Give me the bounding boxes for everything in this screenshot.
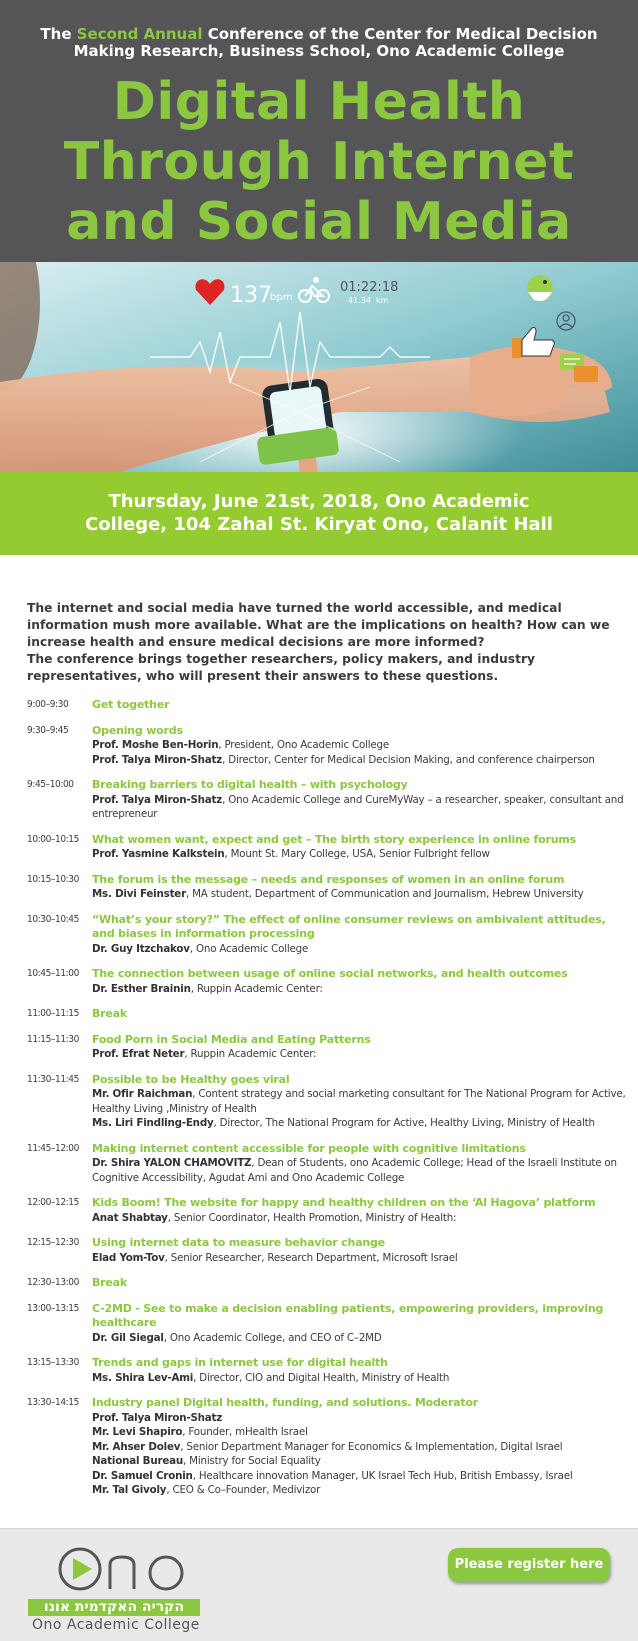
register-button[interactable]: Please register here — [448, 1548, 610, 1582]
speaker-line — [92, 1087, 627, 1116]
speaker-name: Prof. Moshe Ben-Horin — [92, 739, 219, 751]
ride-distance-unit: km — [376, 296, 389, 305]
schedule-time: 9:45–10:00 — [27, 779, 74, 790]
speaker-line — [92, 738, 627, 753]
schedule-item — [27, 1073, 627, 1131]
intro-paragraph-2: The conference brings together researchers, policy makers, and industry representatives, who will present their answers to these questions. — [27, 652, 536, 683]
logo-english: Ono Academic College — [32, 1617, 200, 1633]
speaker-line — [92, 887, 627, 902]
speaker-line — [92, 1156, 627, 1185]
speaker-role: , Dean of Students, ono Academic College; Head of the Israeli Institute on Cognitive Accessibility, Agudat Ami and Ono Academic College — [92, 1157, 617, 1184]
schedule-topic: Possible to be Healthy goes viral — [92, 1072, 290, 1086]
speaker-name: Prof. Talya Miron-Shatz — [92, 1411, 223, 1424]
header-banner — [0, 0, 638, 262]
speaker-role: , Senior Department Manager for Economics & Implementation, Digital Israel — [180, 1440, 563, 1453]
speaker-line — [92, 1116, 627, 1131]
speaker-line — [92, 1331, 627, 1346]
schedule-item — [27, 967, 627, 996]
ono-logo-mark — [26, 1545, 201, 1599]
schedule-item — [27, 1302, 627, 1346]
speaker-role: , Senior Coordinator, Health Promotion, Ministry of Health: — [167, 1211, 457, 1224]
speaker-name: Dr. Guy Itzchakov — [92, 942, 190, 955]
speaker-name: National Bureau — [92, 1455, 184, 1467]
speaker-role: , Content strategy and social marketing consultant for The National Program for Active, Healthy Living ,Ministry of Health — [92, 1088, 626, 1115]
speaker-name: Dr. Shira YALON CHAMOVITZ — [92, 1157, 252, 1169]
schedule-time: 11:30–11:45 — [27, 1073, 79, 1085]
schedule-item — [27, 913, 627, 957]
speaker-name: Ms. Shira Lev-Ami — [92, 1371, 194, 1384]
subtitle-pre: The — [40, 25, 77, 43]
speaker-line — [92, 942, 627, 957]
speaker-role: , Director, CIO and Digital Health, Ministry of Health — [193, 1371, 450, 1384]
speaker-role: , Ruppin Academic Center: — [190, 982, 323, 995]
speaker-role: , CEO & Co–Founder, Medivizor — [166, 1484, 321, 1496]
schedule-topic: Breaking barriers to digital health – with psychology — [92, 778, 408, 791]
ride-distance: 41.34 — [348, 296, 371, 305]
schedule-topic: Using internet data to measure behavior change — [92, 1236, 385, 1249]
schedule-topic: “What’s your story?” The effect of online consumer reviews on ambivalent attitudes, and biases in information processing — [92, 912, 606, 940]
speaker-name: Elad Yom-Tov — [92, 1251, 165, 1264]
speaker-role: , Director, The National Program for Active, Healthy Living, Ministry of Health — [213, 1117, 595, 1129]
footer — [0, 1528, 638, 1641]
schedule-item — [27, 1356, 627, 1385]
speaker-role: , Ministry for Social Equality — [183, 1455, 321, 1467]
schedule-topic: Making internet content accessible for people with cognitive limitations — [92, 1141, 526, 1155]
schedule-time: 11:45–12:00 — [27, 1142, 79, 1154]
schedule-topic: Food Porn in Social Media and Eating Patterns — [92, 1032, 371, 1046]
speaker-name: Prof. Efrat Neter — [92, 1048, 185, 1060]
schedule-time: 10:45–11:00 — [27, 968, 79, 979]
schedule-item — [27, 698, 627, 713]
schedule-time: 13:30–14:15 — [27, 1397, 79, 1408]
schedule-topic: Industry panel Digital health, funding, and solutions. Moderator — [92, 1396, 479, 1409]
speaker-name: Prof. Yasmine Kalkstein — [92, 848, 225, 860]
intro-paragraph-1: The internet and social media have turned the world accessible, and medical information mush more available. What are the implications on health? How can we increase health and ensure medical decisions are more informed? — [27, 601, 610, 649]
schedule-topic: The forum is the message – needs and responses of women in an online forum — [92, 872, 565, 886]
schedule-topic: C-2MD - See to make a decision enabling patients, empowering providers, improving healthcare — [92, 1301, 604, 1329]
speaker-line — [92, 1469, 627, 1484]
speaker-line — [92, 793, 627, 822]
schedule-time: 12:00–12:15 — [27, 1197, 79, 1208]
schedule-item — [27, 873, 627, 902]
speaker-line — [92, 982, 627, 997]
schedule-topic: Break — [92, 1007, 128, 1020]
heart-rate-unit: bpm — [270, 292, 293, 303]
speaker-role: , President, Ono Academic College — [218, 739, 390, 751]
schedule-item — [27, 1276, 627, 1291]
speaker-name: Mr. Tal Givoly — [92, 1484, 167, 1496]
hero-image — [0, 262, 638, 472]
schedule-topic: Break — [92, 1276, 128, 1289]
schedule-time: 12:30–13:00 — [27, 1277, 79, 1288]
speaker-line — [92, 1047, 627, 1062]
speaker-name: Mr. Ahser Dolev — [92, 1440, 181, 1453]
intro-text — [27, 600, 617, 685]
schedule-time: 11:00–11:15 — [27, 1008, 79, 1019]
speaker-line — [92, 1483, 627, 1498]
speaker-name: Mr. Ofir Raichman — [92, 1088, 193, 1100]
logo-hebrew: הקריה האקדמית אונו — [28, 1599, 200, 1616]
schedule-topic: What women want, expect and get – The birth story experience in online forums — [92, 832, 576, 846]
subtitle-line2: Making Research, Business School, Ono Academic College — [73, 42, 565, 60]
speaker-line — [92, 1425, 627, 1440]
schedule-item — [27, 1142, 627, 1186]
speaker-line — [92, 1211, 627, 1226]
subtitle-line1-rest: Conference of the Center for Medical Decision — [202, 25, 598, 43]
title-line-3: and Social Media — [66, 192, 572, 252]
speaker-role: , Senior Researcher, Research Department, Microsoft Israel — [164, 1251, 458, 1264]
speaker-role: , Mount St. Mary College, USA, Senior Fulbright fellow — [224, 848, 490, 860]
schedule-time: 11:15–11:30 — [27, 1033, 79, 1045]
speaker-role: , Ono Academic College — [189, 942, 309, 955]
speaker-name: Mr. Levi Shapiro — [92, 1426, 183, 1438]
speaker-role: , MA student, Department of Communication and Journalism, Hebrew University — [185, 888, 584, 900]
conference-title — [0, 72, 638, 252]
schedule-item — [27, 778, 627, 822]
speaker-role: , Founder, mHealth Israel — [182, 1426, 308, 1438]
schedule-topic: Trends and gaps in internet use for digital health — [92, 1356, 388, 1369]
speaker-role: , Ono Academic College, and CEO of C–2MD — [163, 1331, 382, 1344]
speaker-name: Prof. Talya Miron-Shatz — [92, 793, 223, 806]
schedule-item — [27, 1236, 627, 1265]
conference-subtitle — [0, 26, 638, 60]
schedule-time: 9:00–9:30 — [27, 699, 69, 710]
speaker-name: Anat Shabtay — [92, 1211, 168, 1224]
schedule-topic: Opening words — [92, 723, 183, 737]
ride-time: 01:22:18 — [340, 280, 399, 295]
bird-icon — [527, 275, 553, 301]
title-line-1: Digital Health — [112, 72, 526, 132]
speaker-name: Dr. Esther Brainin — [92, 982, 191, 995]
event-date-location — [0, 472, 638, 555]
schedule-topic: Get together — [92, 698, 170, 711]
heart-rate-value: 137 — [230, 283, 272, 308]
schedule-time: 10:15–10:30 — [27, 873, 79, 885]
schedule-item — [27, 1033, 627, 1062]
ono-logo — [26, 1545, 201, 1637]
speaker-name: Ms. Liri Findling-Endy — [92, 1117, 214, 1129]
speaker-line — [92, 1251, 627, 1266]
speaker-line — [92, 1454, 627, 1469]
speaker-line — [92, 753, 627, 768]
event-line-1: Thursday, June 21st, 2018, Ono Academic — [108, 491, 530, 512]
subtitle-highlight: Second Annual — [76, 25, 203, 43]
speaker-line — [92, 847, 627, 862]
event-line-2: College, 104 Zahal St. Kiryat Ono, Calanit Hall — [85, 514, 553, 535]
speaker-role: , Director, Center for Medical Decision Making, and conference chairperson — [222, 753, 595, 766]
schedule-item — [27, 1007, 627, 1022]
schedule-time: 10:30–10:45 — [27, 913, 79, 925]
schedule-time: 13:15–13:30 — [27, 1357, 79, 1368]
schedule-item — [27, 724, 627, 768]
speaker-name: Prof. Talya Miron-Shatz — [92, 753, 223, 766]
speaker-role: , Ruppin Academic Center: — [184, 1048, 317, 1060]
speaker-line — [92, 1371, 627, 1386]
schedule-topic: Kids Boom! The website for happy and healthy children on the ‘Al Hagova’ platform — [92, 1196, 596, 1209]
schedule-time: 9:30–9:45 — [27, 724, 69, 736]
speaker-line — [92, 1411, 627, 1426]
schedule-item — [27, 1196, 627, 1225]
schedule-item — [27, 833, 627, 862]
schedule-time: 12:15–12:30 — [27, 1237, 79, 1248]
speaker-name: Dr. Samuel Cronin — [92, 1469, 193, 1482]
title-line-2: Through Internet — [63, 132, 575, 192]
speaker-name: Dr. Gil Siegal — [92, 1331, 164, 1344]
speaker-role: , Ono Academic College and CureMyWay – a researcher, speaker, consultant and entrepreneur — [92, 793, 624, 820]
speaker-name: Ms. Divi Feinster — [92, 888, 186, 900]
schedule-topic: The connection between usage of online social networks, and health outcomes — [92, 967, 568, 980]
speaker-role: , Healthcare innovation Manager, UK Israel Tech Hub, British Embassy, Israel — [192, 1469, 573, 1482]
speaker-line — [92, 1440, 627, 1455]
schedule-item — [27, 1396, 627, 1498]
schedule-list — [27, 698, 627, 1509]
schedule-time: 13:00–13:15 — [27, 1302, 79, 1314]
schedule-time: 10:00–10:15 — [27, 833, 79, 845]
smartwatch-illustration — [0, 262, 638, 472]
